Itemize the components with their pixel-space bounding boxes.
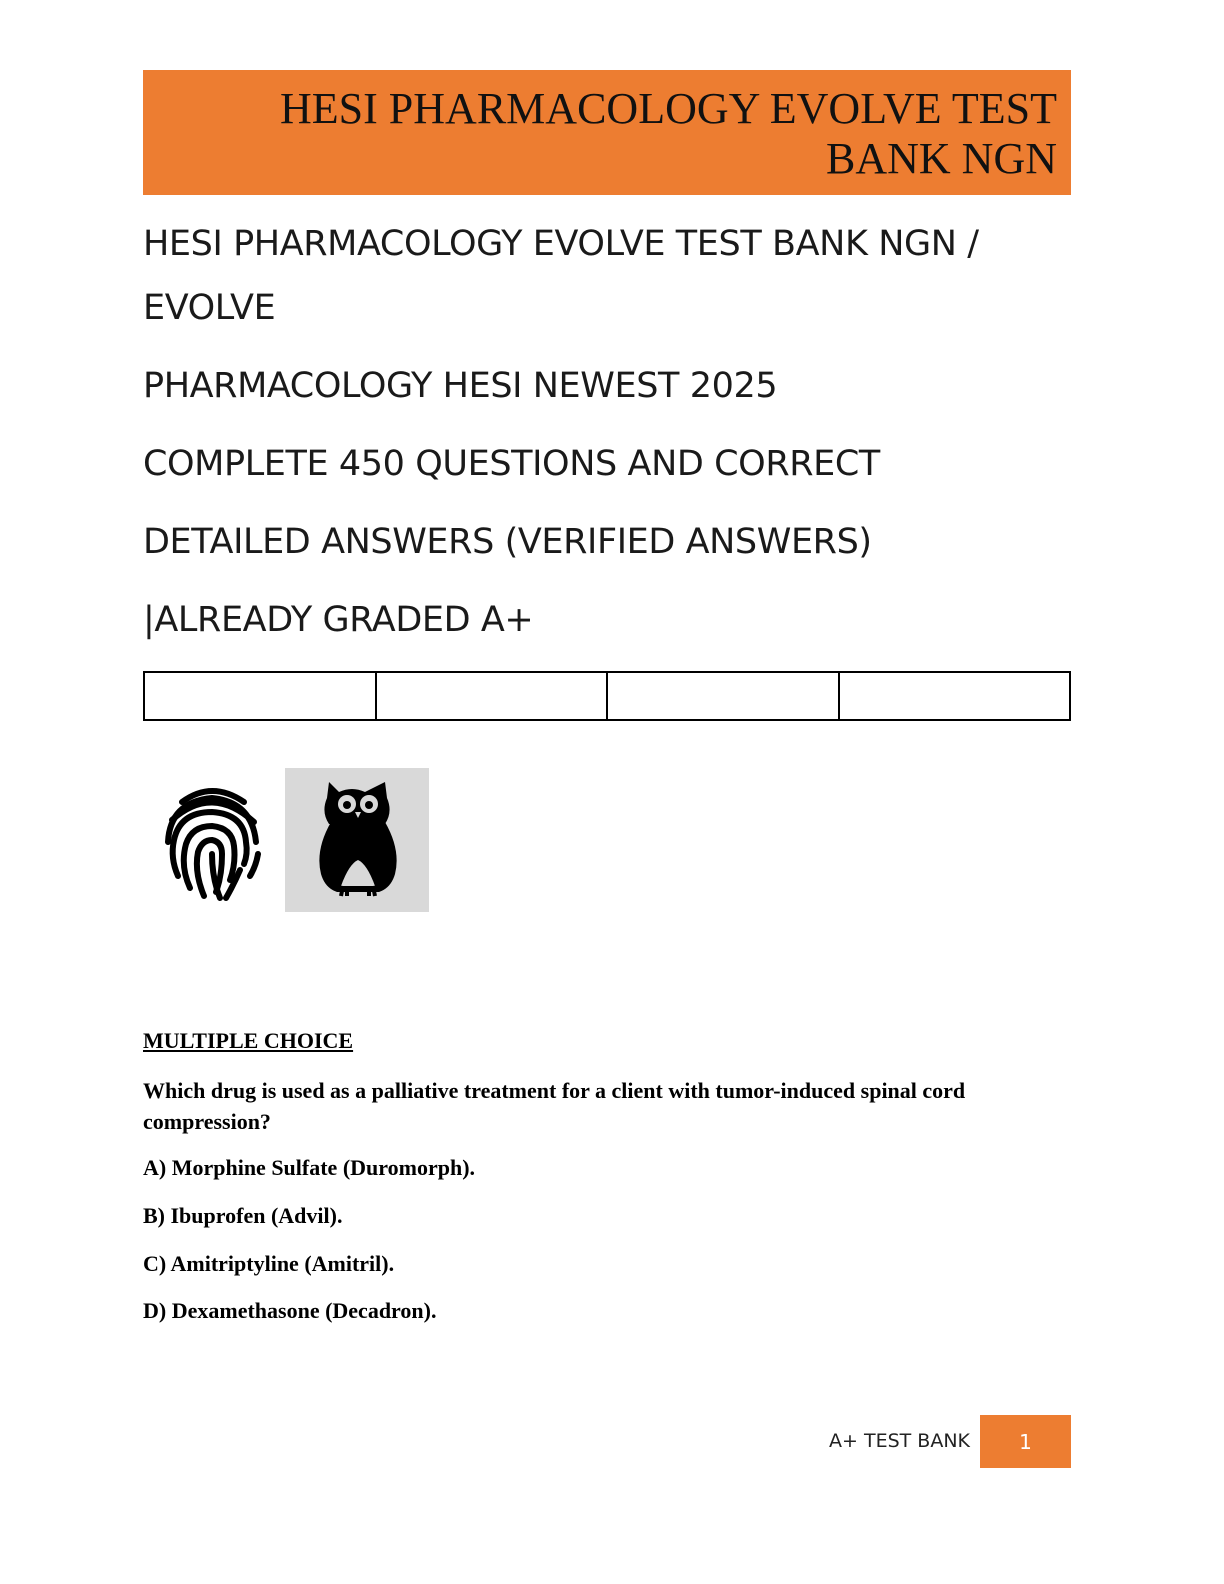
empty-table (143, 671, 1071, 721)
footer-label: A+ TEST BANK (829, 1430, 970, 1452)
section-heading: MULTIPLE CHOICE (143, 1028, 354, 1053)
table-cell (144, 672, 376, 720)
title-line: DETAILED ANSWERS (VERIFIED ANSWERS) (143, 522, 872, 562)
answer-option: C) Amitriptyline (Amitril). (143, 1251, 395, 1276)
answer-option: D) Dexamethasone (Decadron). (143, 1298, 437, 1323)
question-text: Which drug is used as a palliative treatment for a client with tumor-induced spinal cord compression? (143, 1078, 966, 1134)
answer-option: A) Morphine Sulfate (Duromorph). (143, 1155, 476, 1180)
answer-option: B) Ibuprofen (Advil). (143, 1203, 343, 1228)
title-line: EVOLVE (143, 288, 276, 328)
table-cell (607, 672, 839, 720)
owl-icon-panel (285, 768, 429, 912)
table-cell (839, 672, 1071, 720)
table-row (144, 672, 1070, 720)
header-banner (143, 70, 1071, 195)
banner-title-line-2: BANK NGN (826, 134, 1057, 183)
title-line: COMPLETE 450 QUESTIONS AND CORRECT (143, 444, 880, 484)
title-line: HESI PHARMACOLOGY EVOLVE TEST BANK NGN / (143, 224, 979, 264)
page-number: 1 (980, 1415, 1071, 1468)
title-line: PHARMACOLOGY HESI NEWEST 2025 (143, 366, 778, 406)
fingerprint-icon (160, 780, 265, 905)
table-cell (376, 672, 608, 720)
title-line: |ALREADY GRADED A+ (143, 600, 534, 640)
owl-icon (285, 768, 429, 912)
banner-title-line-1: HESI PHARMACOLOGY EVOLVE TEST (280, 84, 1057, 133)
